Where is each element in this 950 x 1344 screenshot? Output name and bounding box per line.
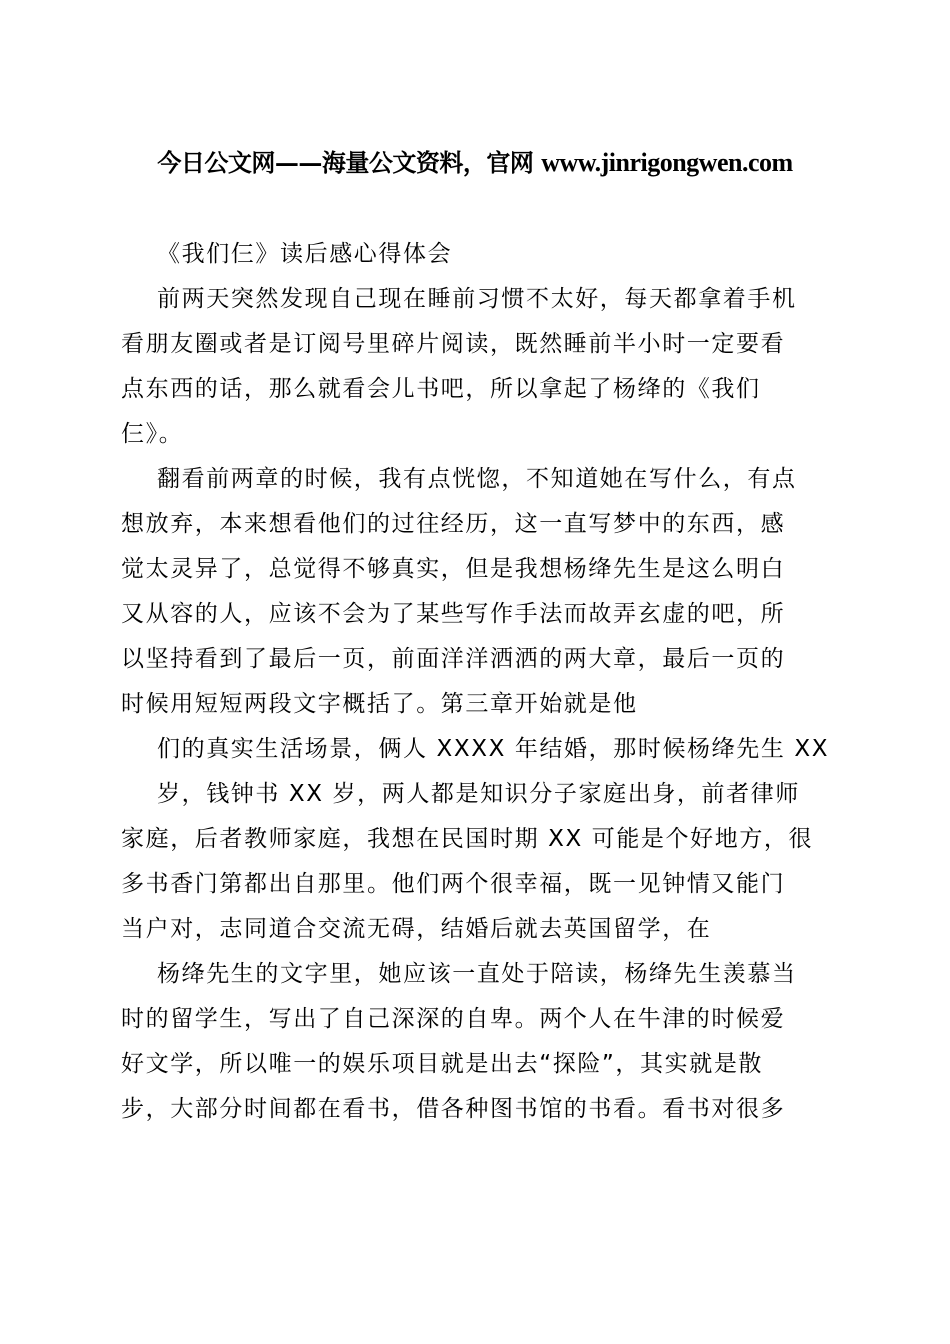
paragraph-line: 们的真实生活场景，俩人 XXXX 年结婚，那时候杨绛先生 XX <box>157 736 830 762</box>
paragraph-line: 以坚持看到了最后一页，前面洋洋洒洒的两大章，最后一页的 <box>121 646 786 672</box>
paragraph-line: 看朋友圈或者是订阅号里碎片阅读，既然睡前半小时一定要看 <box>121 331 786 357</box>
paragraph-line: 多书香门第都出自那里。他们两个很幸福，既一见钟情又能门 <box>121 871 786 897</box>
document-body <box>121 232 841 1132</box>
header-site-name: 今日公文网——海量公文资料，官网 <box>157 148 542 177</box>
document-title: 《我们仨》读后感心得体会 <box>157 241 453 267</box>
page-header <box>0 143 950 183</box>
paragraph-line: 翻看前两章的时候，我有点恍惚，不知道她在写什么，有点 <box>157 466 797 492</box>
paragraph-line: 又从容的人，应该不会为了某些写作手法而故弄玄虚的吧，所 <box>121 601 786 627</box>
paragraph-line: 当户对，志同道合交流无碍，结婚后就去英国留学，在 <box>121 916 712 942</box>
paragraph-line: 点东西的话，那么就看会儿书吧，所以拿起了杨绛的《我们 <box>121 376 761 402</box>
paragraph-line: 想放弃，本来想看他们的过往经历，这一直写梦中的东西，感 <box>121 511 786 537</box>
paragraph-line: 前两天突然发现自己现在睡前习惯不太好，每天都拿着手机 <box>157 286 797 312</box>
paragraph-line: 步，大部分时间都在看书，借各种图书馆的书看。看书对很多 <box>121 1096 786 1122</box>
paragraph-line: 杨绛先生的文字里，她应该一直处于陪读，杨绛先生羡慕当 <box>157 961 797 987</box>
paragraph-line: 岁，钱钟书 XX 岁，两人都是知识分子家庭出身，前者律师 <box>157 781 800 807</box>
paragraph-line: 仨》。 <box>121 421 184 447</box>
paragraph-line: 家庭，后者教师家庭，我想在民国时期 XX 可能是个好地方，很 <box>121 826 814 852</box>
paragraph-line: 好文学，所以唯一的娱乐项目就是出去“探险”，其实就是散 <box>121 1051 764 1077</box>
paragraph-line: 时的留学生，写出了自己深深的自卑。两个人在牛津的时候爱 <box>121 1006 786 1032</box>
header-url[interactable]: www.jinrigongwen.com <box>541 148 793 177</box>
paragraph-line: 觉太灵异了，总觉得不够真实，但是我想杨绛先生是这么明白 <box>121 556 786 582</box>
paragraph-line: 时候用短短两段文字概括了。第三章开始就是他 <box>121 691 638 717</box>
